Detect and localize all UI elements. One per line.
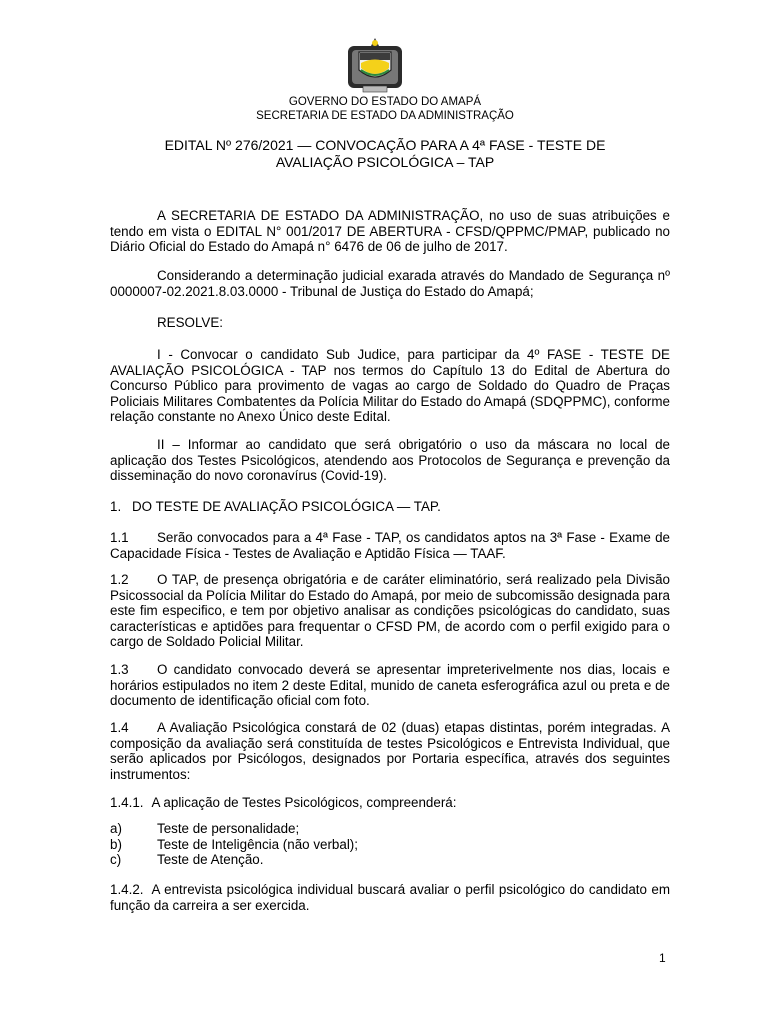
instrument-list bbox=[110, 821, 670, 868]
clause-1-4 bbox=[110, 720, 670, 782]
state-coat-of-arms-icon bbox=[345, 36, 405, 94]
list-item-text: Teste de Atenção. bbox=[157, 852, 264, 868]
edital-title-line1: EDITAL Nº 276/2021 — CONVOCAÇÃO PARA A 4ª FASE - TESTE DE bbox=[164, 137, 606, 153]
clause-text: A entrevista psicológica individual buscará avaliar o perfil psicológico do candidato em função da carreira a ser exercida. bbox=[110, 882, 670, 913]
list-item bbox=[110, 837, 670, 853]
section-title: DO TESTE DE AVALIAÇÃO PSICOLÓGICA — TAP. bbox=[132, 499, 441, 514]
clause-number: 1.4.1. bbox=[110, 795, 144, 810]
preamble-paragraph: A SECRETARIA DE ESTADO DA ADMINISTRAÇÃO, no uso de suas atribuições e tendo em vista o EDITAL N° 001/2017 DE ABERTURA - CFSD/QPPMC/PMAP, publicado no Diário Oficial do Estado do Amapá n° 6476 de 06 de julho de 2017. bbox=[110, 208, 670, 255]
government-header: GOVERNO DO ESTADO DO AMAPÁ bbox=[288, 96, 482, 108]
section-number: 1. bbox=[110, 499, 122, 514]
clause-number: 1.1 bbox=[110, 530, 129, 545]
clause-number: 1.4 bbox=[110, 720, 129, 735]
list-item bbox=[110, 821, 670, 837]
resolution-item-2: II – Informar ao candidato que será obrigatório o uso da máscara no local de aplicação dos Testes Psicológicos, atendendo aos Protocolos de Segurança e prevenção da disseminação do novo coronavírus (Covid-19). bbox=[110, 437, 670, 484]
list-item-text: Teste de personalidade; bbox=[157, 821, 300, 836]
clause-number: 1.2 bbox=[110, 572, 129, 587]
clause-1-3 bbox=[110, 662, 670, 709]
resolve-label: RESOLVE: bbox=[157, 315, 223, 330]
secretariat-header: SECRETARIA DE ESTADO DA ADMINISTRAÇÃO bbox=[256, 110, 514, 122]
clause-1-1 bbox=[110, 530, 670, 561]
clause-1-2 bbox=[110, 572, 670, 650]
clause-number: 1.3 bbox=[110, 662, 129, 677]
clause-text: O TAP, de presença obrigatória e de caráter eliminatório, será realizado pela Divisão Psicossocial da Polícia Militar do Estado do Amapá, por meio de subcomissão designada para este fim especifico, e tem por objetivo analisar as condições psicológicas do candidato, suas características e aptidões para frequentar o CFSD PM, de acordo com o perfil exigido para o cargo de Soldado Policial Militar. bbox=[110, 572, 670, 650]
clause-text: O candidato convocado deverá se apresentar impreterivelmente nos dias, locais e horários estipulados no item 2 deste Edital, munido de caneta esferográfica azul ou preta e de documento de identificação oficial com foto. bbox=[110, 662, 670, 709]
list-item bbox=[110, 852, 670, 868]
page-number: 1 bbox=[659, 951, 666, 965]
clause-text: Serão convocados para a 4ª Fase - TAP, os candidatos aptos na 3ª Fase - Exame de Capacidade Física - Testes de Avaliação e Aptidão Física — TAAF. bbox=[110, 530, 670, 561]
section-1-heading bbox=[110, 499, 670, 515]
list-item-label: c) bbox=[110, 852, 122, 868]
clause-text: A Avaliação Psicológica constará de 02 (duas) etapas distintas, porém integradas. A composição da avaliação será constituída de testes Psicológicos e Entrevista Individual, que serão aplicados por Psicólogos, designados por Portaria específica, através dos seguintes instrumentos: bbox=[110, 720, 670, 782]
resolution-item-1: I - Convocar o candidato Sub Judice, para participar da 4º FASE - TESTE DE AVALIAÇÃO PSICOLÓGICA - TAP nos termos do Capítulo 13 do Edital de Abertura do Concurso Público para provimento de vagas ao cargo de Soldado do Quadro de Praças Policiais Militares Combatentes da Polícia Militar do Estado do Amapá (SDQPPMC), conforme relação constante no Anexo Único deste Edital. bbox=[110, 347, 670, 425]
considering-paragraph: Considerando a determinação judicial exarada através do Mandado de Segurança nº 0000007-02.2021.8.03.0000 - Tribunal de Justiça do Estado do Amapá; bbox=[110, 268, 670, 299]
list-item-text: Teste de Inteligência (não verbal); bbox=[157, 836, 358, 852]
clause-number: 1.4.2. bbox=[110, 882, 144, 897]
clause-1-4-1 bbox=[110, 795, 670, 811]
clause-1-4-2 bbox=[110, 882, 670, 913]
list-item-label: a) bbox=[110, 821, 122, 836]
clause-text: A aplicação de Testes Psicológicos, compreenderá: bbox=[151, 795, 457, 810]
edital-title-line2: AVALIAÇÃO PSICOLÓGICA – TAP bbox=[275, 154, 495, 170]
list-item-label: b) bbox=[110, 836, 122, 852]
